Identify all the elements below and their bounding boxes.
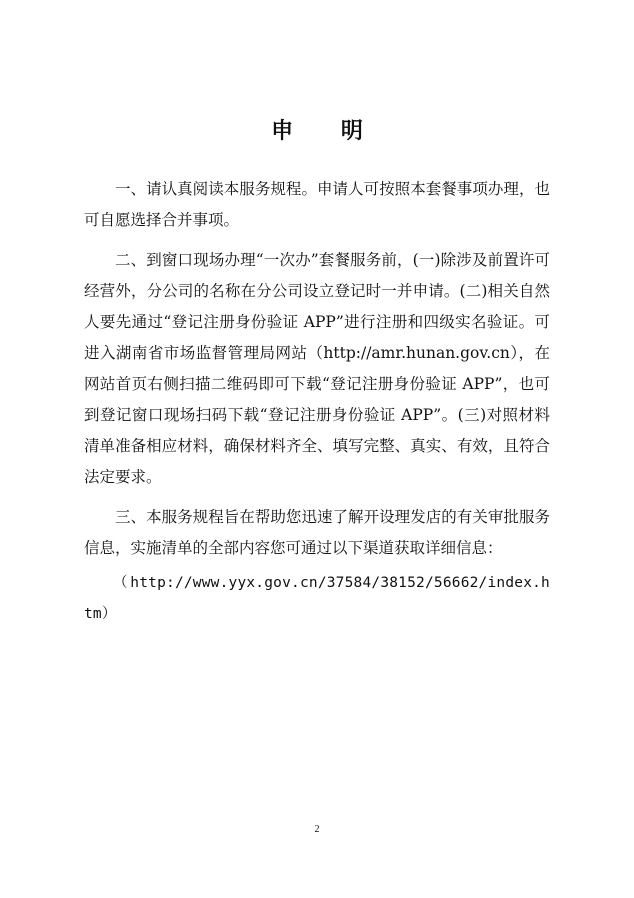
document-title: 申 明	[271, 119, 383, 144]
reference-url: （http://www.yyx.gov.cn/37584/38152/56662/index.htm）	[84, 575, 550, 622]
page-number: 2	[314, 824, 320, 835]
paragraph-2: 二、到窗口现场办理“一次办”套餐服务前，(一)除涉及前置许可经营外，分公司的名称在分公司设立登记时一并申请。(二)相关自然人要先通过“登记注册身份验证 APP”进行注册和四级实名验证。可进入湖南省市场监督管理局网站（http://amr.hunan.gov.cn），在网站首页右侧扫描二维码即可下载“登记注册身份验证 APP”，也可到登记窗口现场扫码下载“登记注册身份验证 APP”。(三)对照材料清单准备相应材料，确保材料齐全、填写完整、真实、有效，且符合法定要求。	[84, 251, 550, 486]
paragraph-1: 一、请认真阅读本服务规程。申请人可按照本套餐事项办理，也可自愿选择合并事项。	[84, 180, 550, 229]
paragraph-3: 三、本服务规程旨在帮助您迅速了解开设理发店的有关审批服务信息，实施清单的全部内容您可通过以下渠道获取详细信息：	[84, 508, 550, 557]
document-body	[84, 174, 550, 630]
